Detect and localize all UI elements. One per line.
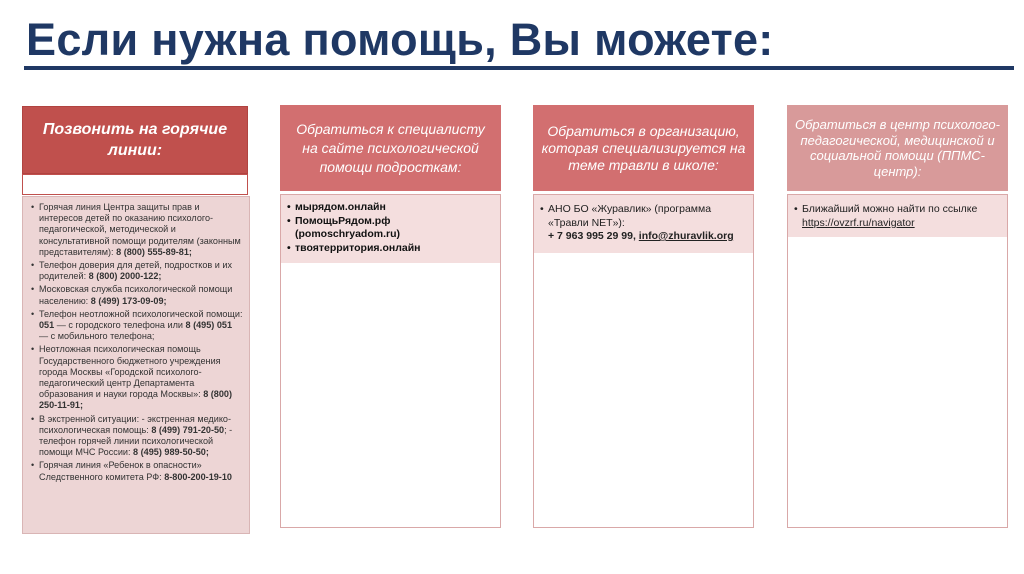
organization-panel bbox=[533, 194, 754, 528]
list-item: • Горячая линия Центра защиты прав и интересов детей по оказанию психолого-педагогической, методической и консультативной помощи родителям (законным представителям): 8 (800) 555-89-81; bbox=[31, 202, 243, 258]
list-item: • АНО БО «Журавлик» (программа «Травли NET»): + 7 963 995 29 99, info@zhuravlik.org bbox=[540, 203, 747, 244]
list-item: • Неотложная психологическая помощь Государственного бюджетного учреждения города Москвы «Городской психолого-педагогический центр Департамента образования и науки города Москвы»: 8 (800) 250-11-91; bbox=[31, 344, 243, 411]
organization-header: Обратиться в организацию, которая специализируется на теме травли в школе: bbox=[533, 105, 754, 191]
org-email-link[interactable]: info@zhuravlik.org bbox=[638, 230, 734, 242]
list-item: • Горячая линия «Ребенок в опасности» Следственного комитета РФ: 8-800-200-19-10 bbox=[31, 460, 243, 482]
list-item: • Телефон неотложной психологической помощи: 051 — с городского телефона или 8 (495) 051 — с мобильного телефона; bbox=[31, 309, 243, 343]
list-item: • В экстренной ситуации: - экстренная медико-психологическая помощь: 8 (499) 791-20-50; - телефон горячей линии психологической помощи МЧС России: 8 (495) 989-50-50; bbox=[31, 414, 243, 459]
ppms-center-header: Обратиться в центр психолого-педагогической, медицинской и социальной помощи (ППМС-центр): bbox=[787, 105, 1008, 191]
hotlines-header: Позвонить на горячие линии: bbox=[22, 106, 248, 174]
navigator-link[interactable]: https://ovzrf.ru/navigator bbox=[802, 216, 915, 229]
site-link[interactable]: • мырядом.онлайн bbox=[287, 201, 494, 215]
hotlines-header-strip bbox=[22, 174, 248, 195]
hotlines-panel bbox=[22, 196, 250, 534]
title-underline bbox=[24, 66, 1014, 70]
page-title: Если нужна помощь, Вы можете: bbox=[26, 14, 774, 65]
list-item: • Телефон доверия для детей, подростков и их родителей: 8 (800) 2000-122; bbox=[31, 260, 243, 282]
organization-list bbox=[534, 195, 753, 244]
site-link[interactable]: • твоятерритория.онлайн bbox=[287, 242, 494, 256]
site-link[interactable]: • ПомощьРядом.рф (pomoschryadom.ru) bbox=[287, 215, 494, 242]
ppms-list bbox=[788, 195, 1007, 230]
org-phone: + 7 963 995 29 99, bbox=[548, 230, 639, 242]
specialist-site-panel bbox=[280, 194, 501, 528]
hotlines-list bbox=[23, 197, 249, 483]
list-item: • Московская служба психологической помощи населению: 8 (499) 173-09-09; bbox=[31, 284, 243, 306]
sites-list bbox=[281, 195, 500, 255]
list-item: • Ближайший можно найти по ссылке https://ovzrf.ru/navigator bbox=[794, 203, 1001, 230]
specialist-site-header: Обратиться к специалисту на сайте психологической помощи подросткам: bbox=[280, 105, 501, 191]
ppms-center-panel bbox=[787, 194, 1008, 528]
top-rule bbox=[0, 0, 1024, 4]
